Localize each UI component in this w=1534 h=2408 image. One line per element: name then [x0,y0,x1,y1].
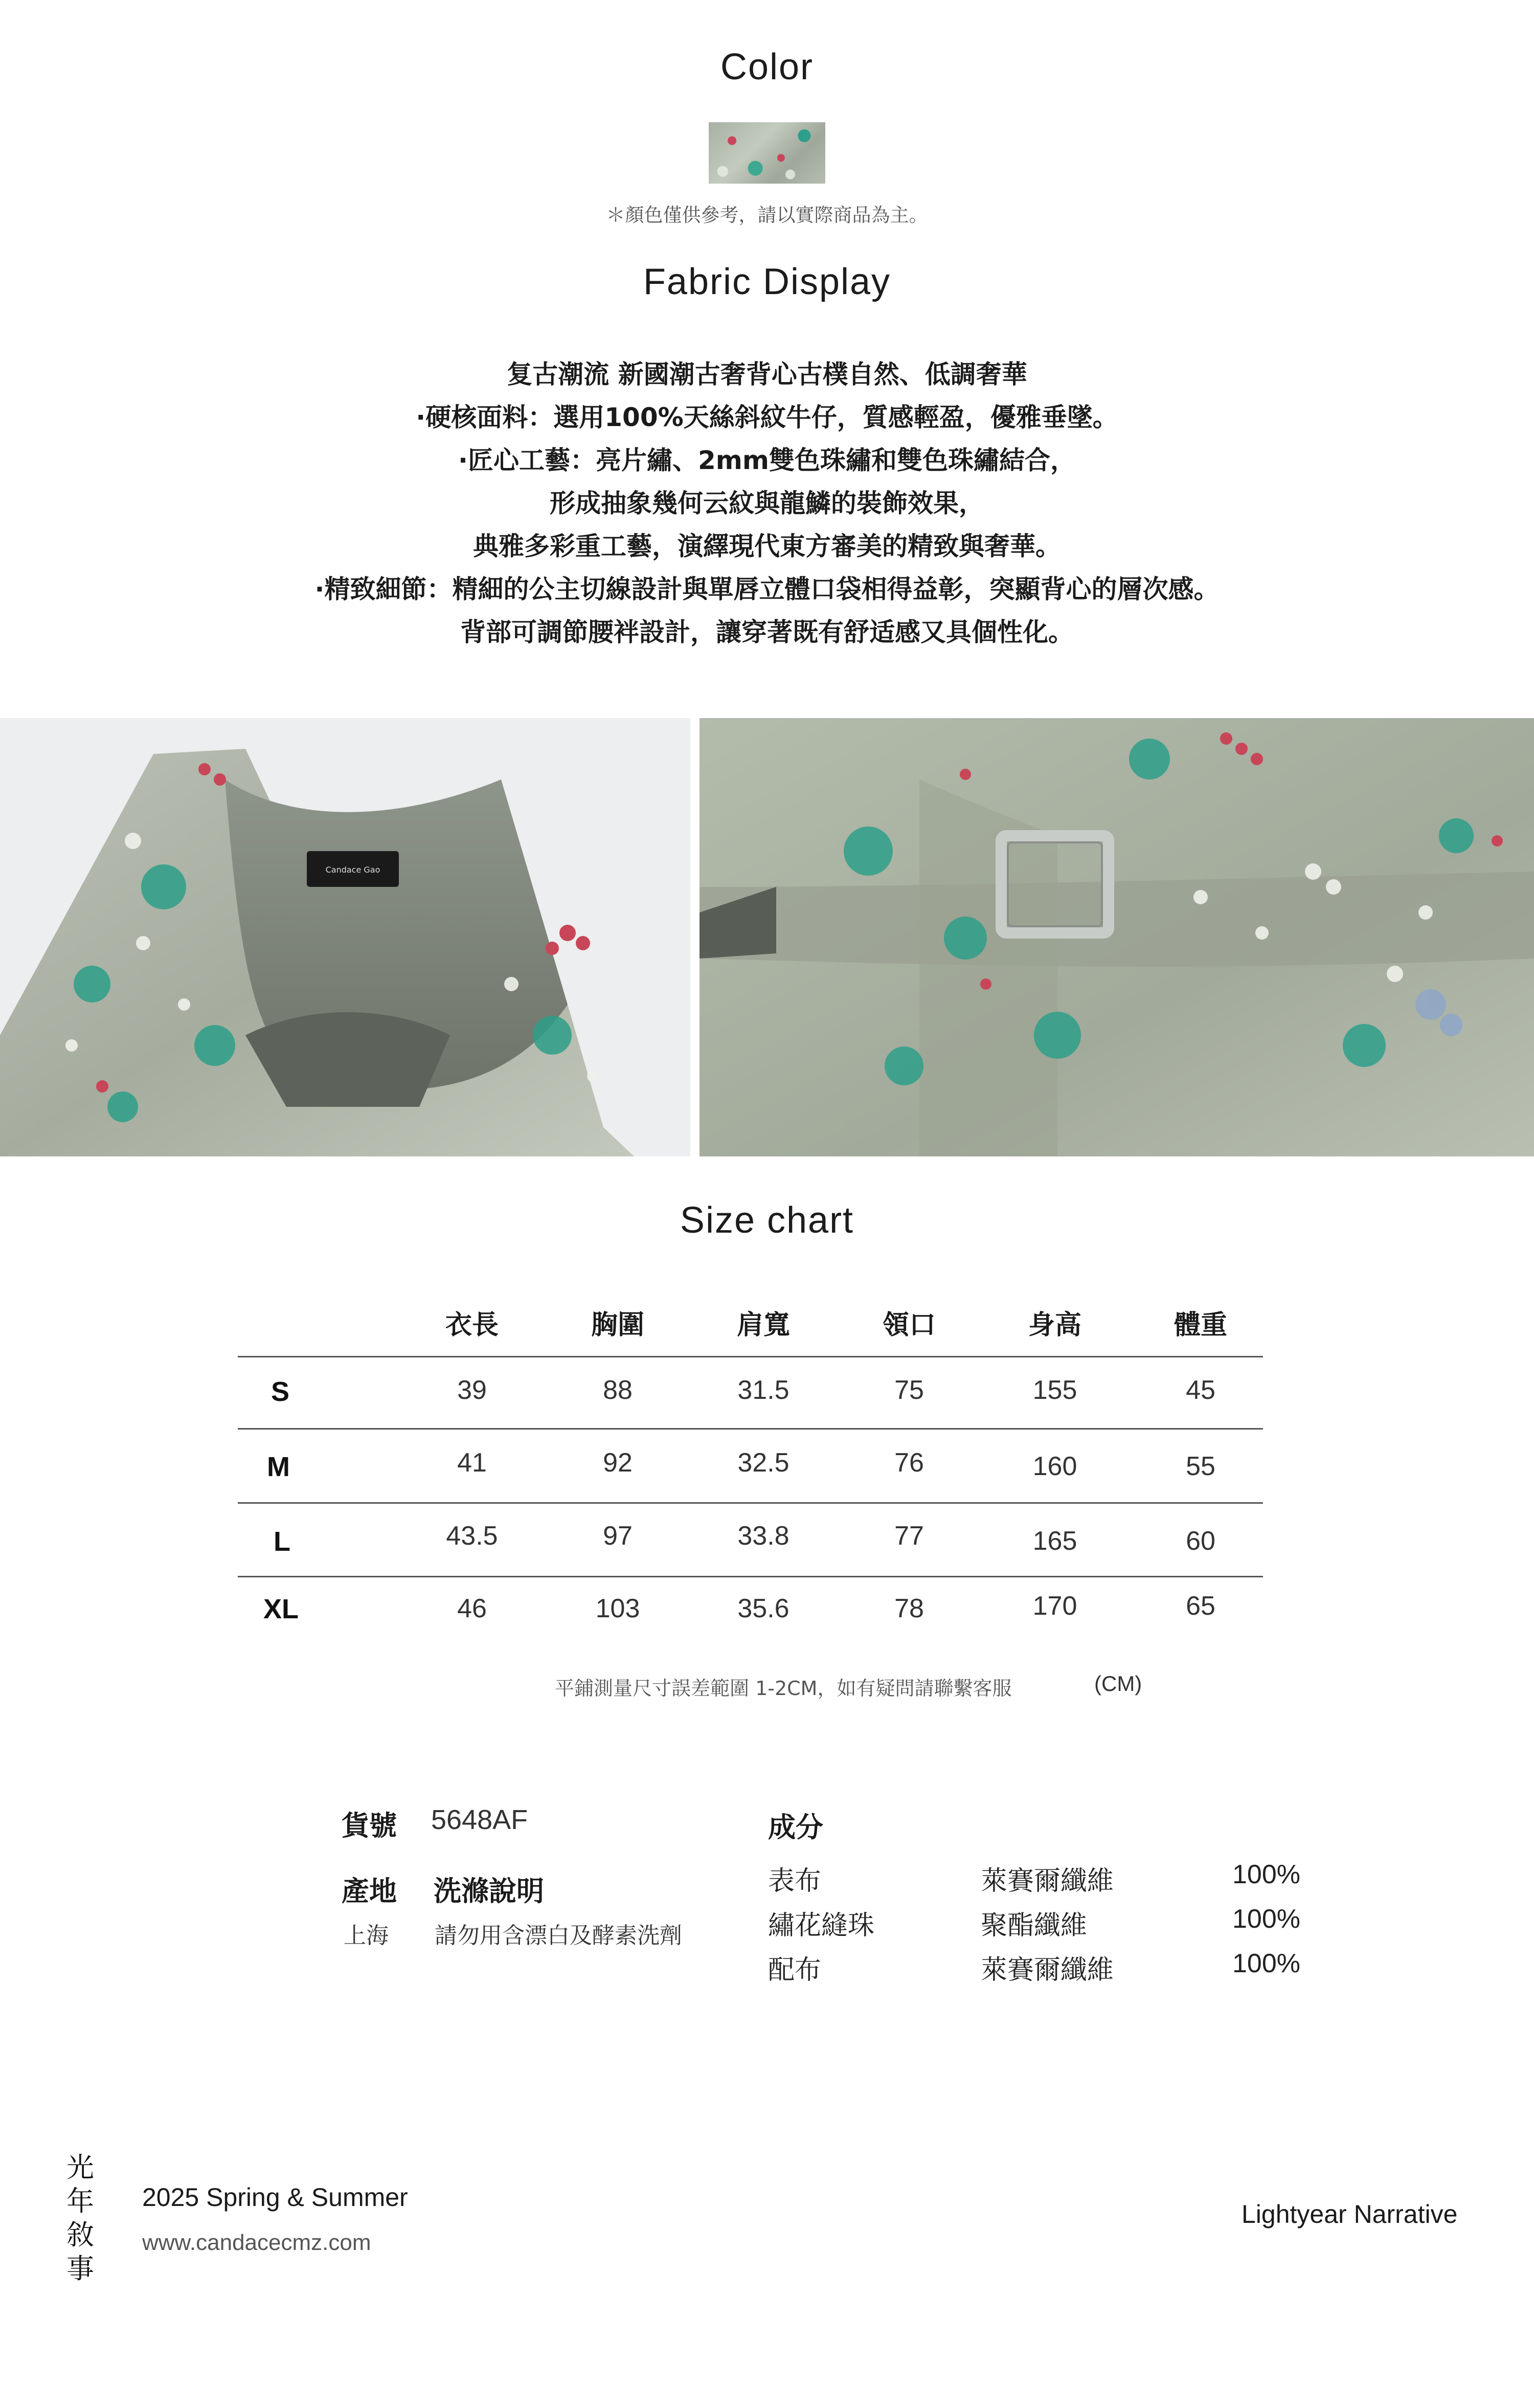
label-tag-text: Candace Gao [325,865,380,875]
brand-vertical-mark [62,2151,98,2286]
vest-neckline-illustration [0,718,690,1156]
size-cell: 39 [457,1375,487,1405]
size-cell: 155 [1032,1375,1077,1405]
vest-buckle-illustration [700,718,1534,1156]
brand-char: 年 [66,2185,94,2217]
composition-material: 萊賽爾纖維 [981,1955,1114,1986]
fabric-line: 形成抽象幾何云紋與龍鱗的裝飾效果， [550,488,984,518]
fabric-title: Fabric Display [643,261,891,302]
size-cell: 46 [457,1594,487,1623]
composition-part: 配布 [768,1955,822,1986]
size-cell: 41 [457,1448,487,1478]
origin-value: 上海 [344,1923,389,1949]
size-unit: (CM) [1094,1671,1142,1696]
fabric-description [0,353,1534,654]
size-cell: 55 [1186,1452,1215,1481]
composition-percent: 100% [1232,1860,1300,1889]
size-cell: 78 [894,1594,924,1623]
size-header: 體重 [1174,1310,1227,1341]
size-header: 胸圍 [591,1310,644,1341]
wash-label: 洗滌說明 [434,1875,544,1907]
size-cell: 43.5 [446,1521,498,1551]
composition-percent: 100% [1232,1949,1300,1978]
table-divider [238,1502,1263,1504]
size-header: 肩寬 [736,1310,790,1341]
color-note: ＊顏色僅供參考，請以實際商品為主。 [606,204,928,226]
composition-part: 繡花縫珠 [768,1910,875,1941]
origin-label: 產地 [342,1875,397,1907]
size-cell: 97 [603,1521,633,1551]
size-row-label: M [267,1452,290,1482]
vest-neckline-photo [0,718,690,1156]
size-chart-title: Size chart [680,1200,854,1241]
size-cell: 45 [1186,1375,1215,1405]
size-cell: 165 [1032,1526,1077,1556]
size-cell: 35.6 [737,1594,789,1623]
color-swatch[interactable] [709,122,825,184]
size-header: 身高 [1028,1310,1081,1341]
wash-instructions: 請勿用含漂白及酵素洗劑 [435,1923,682,1949]
color-title: Color [720,47,814,87]
composition-part: 表布 [768,1866,822,1897]
size-chart-note: 平鋪測量尺寸誤差範圍 1-2CM，如有疑問請聯繫客服 [555,1677,1012,1700]
size-cell: 33.8 [737,1521,789,1551]
size-header: 領口 [882,1310,936,1341]
fabric-line: ·匠心工藝：亮片繡、2mm雙色珠繡和雙色珠繡結合， [458,445,1076,475]
fabric-line: 背部可調節腰袢設計，讓穿著既有舒适感又具個性化。 [460,617,1074,647]
vest-buckle-photo [700,718,1534,1156]
size-row-label: L [274,1526,290,1557]
size-cell: 75 [894,1375,924,1405]
fabric-line: ·硬核面料：選用100%天絲斜紋牛仔，質感輕盈，優雅垂墜。 [416,403,1118,432]
size-header: 衣長 [445,1310,499,1341]
size-cell: 103 [595,1594,640,1623]
composition-title: 成分 [768,1811,823,1843]
table-divider [238,1576,1263,1577]
season-label: 2025 Spring & Summer [142,2183,408,2212]
size-cell: 88 [603,1375,633,1405]
size-row-label: XL [263,1594,299,1624]
size-cell: 32.5 [737,1448,789,1478]
fabric-line: ·精致細節：精細的公主切線設計與單唇立體口袋相得益彰，突顯背心的層次感。 [314,574,1220,604]
size-cell: 76 [894,1448,924,1478]
item-number: 5648AF [431,1804,528,1835]
composition-material: 聚酯纖維 [981,1910,1088,1941]
composition-percent: 100% [1232,1904,1300,1934]
size-cell: 60 [1186,1526,1215,1556]
brand-name: Lightyear Narrative [1242,2200,1458,2228]
size-cell: 65 [1186,1591,1215,1621]
brand-char: 事 [66,2253,94,2285]
item-number-label: 貨號 [342,1810,397,1842]
composition-material: 萊賽爾纖維 [981,1866,1114,1897]
fabric-line: 复古潮流 新國潮古奢背心古樸自然、低調奢華 [507,360,1027,389]
brand-char: 光 [66,2151,94,2183]
size-cell: 170 [1032,1591,1077,1621]
size-cell: 160 [1032,1452,1077,1481]
size-cell: 31.5 [737,1375,789,1405]
size-cell: 92 [603,1448,633,1478]
website-link[interactable]: www.candacecmz.com [142,2230,371,2255]
brand-char: 敘 [66,2219,94,2251]
table-divider [238,1356,1263,1357]
table-divider [238,1428,1263,1430]
size-row-label: S [271,1376,290,1407]
fabric-line: 典雅多彩重工藝，演繹現代東方審美的精致與奢華。 [473,531,1061,561]
size-cell: 77 [894,1521,924,1551]
